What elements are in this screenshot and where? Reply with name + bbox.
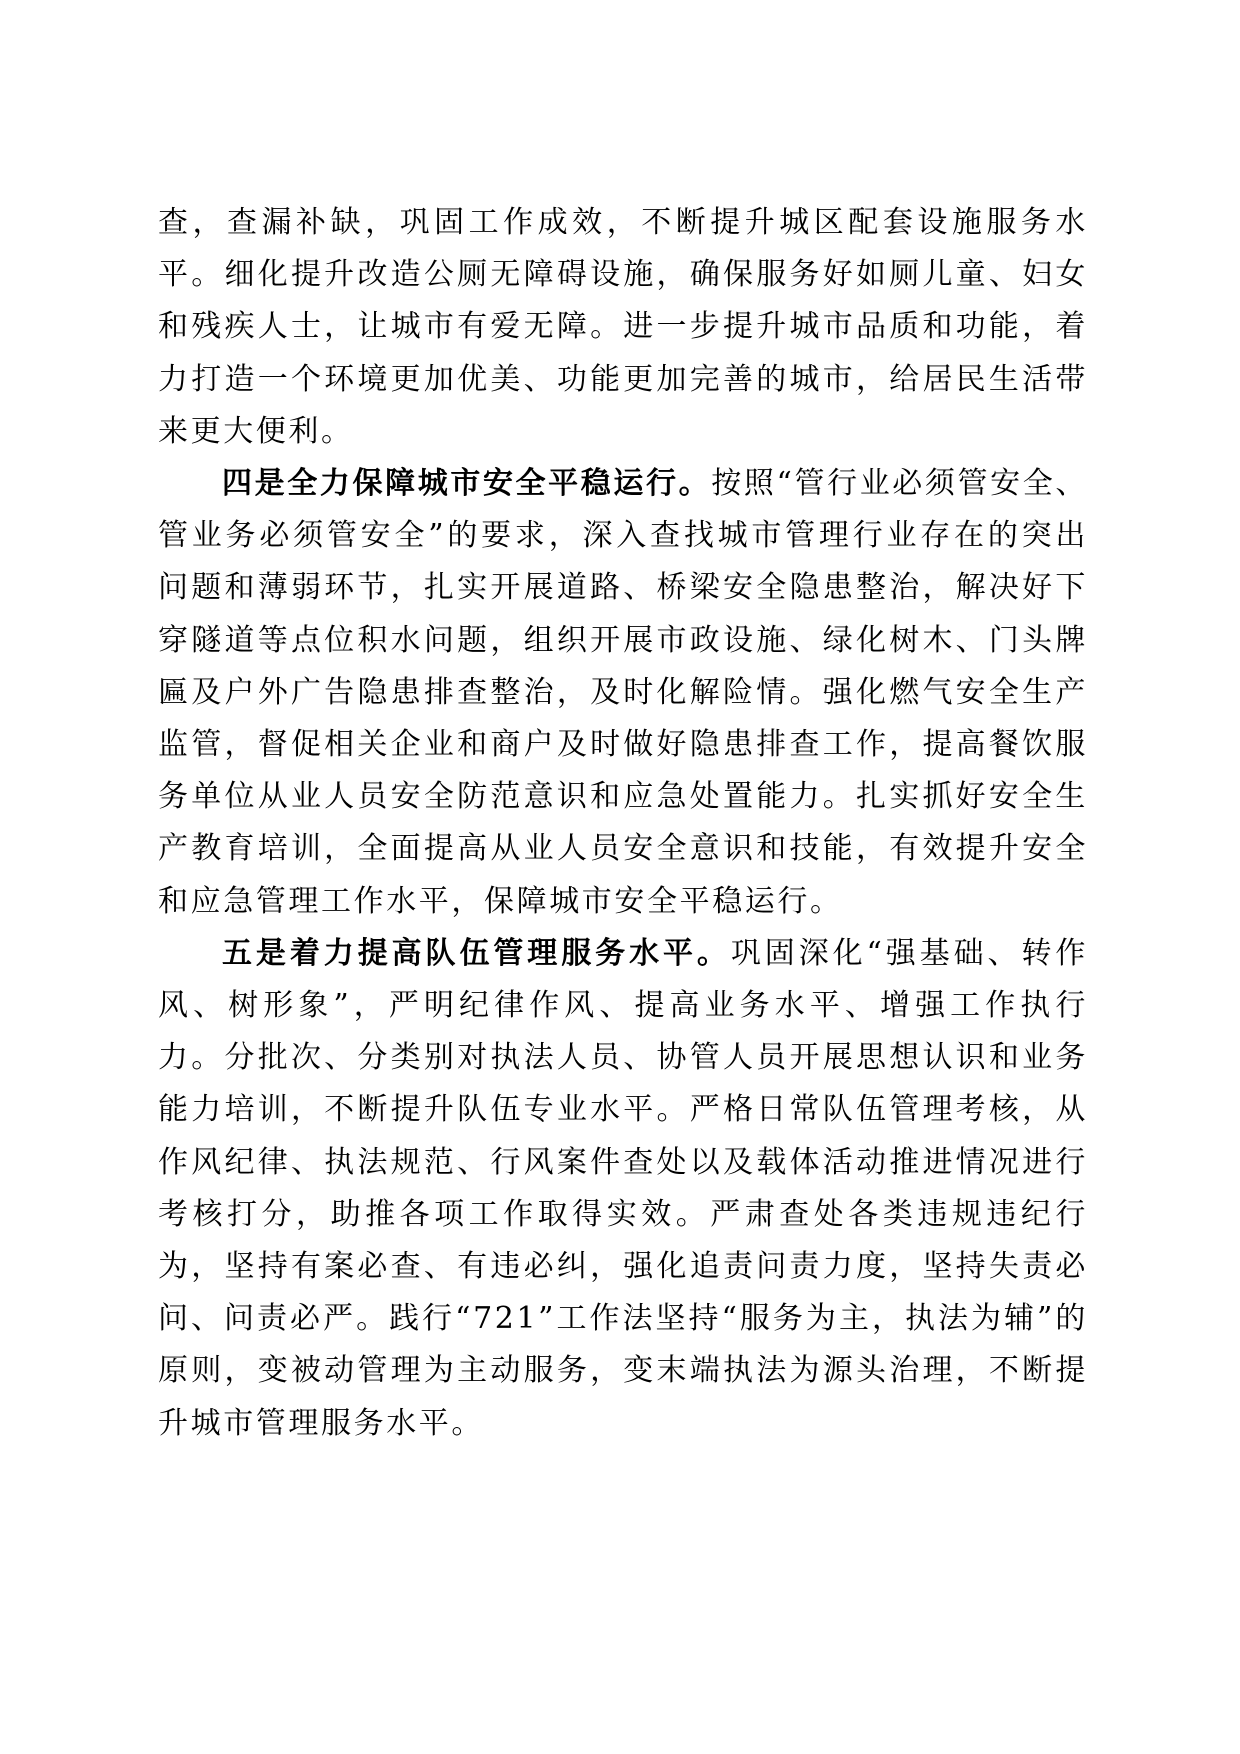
paragraph-continuation [158, 197, 1088, 458]
paragraph-team-management [158, 928, 1088, 1450]
paragraph-heading: 五是着力提高队伍管理服务水平。 [222, 935, 731, 971]
paragraph-text: 查，查漏补缺，巩固工作成效，不断提升城区配套设施服务水平。细化提升改造公厕无障碍设施，确保服务好如厕儿童、妇女和残疾人士，让城市有爱无障。进一步提升城市品质和功能，着力打造一个环境更加优美、功能更加完善的城市，给居民生活带来更大便利。 [158, 205, 1088, 449]
paragraph-heading: 四是全力保障城市安全平稳运行。 [222, 466, 712, 502]
paragraph-city-safety [158, 458, 1088, 928]
paragraph-text: 巩固深化“强基础、转作风、树形象”，严明纪律作风、提高业务水平、增强工作执行力。分批次、分类别对执法人员、协管人员开展思想认识和业务能力培训，不断提升队伍专业水平。严格日常队伍管理考核，从作风纪律、执法规范、行风案件查处以及载体活动推进情况进行考核打分，助推各项工作取得实效。严肃查处各类违规违纪行为，坚持有案必查、有违必纠，强化追责问责力度，坚持失责必问、问责必严。践行“721”工作法坚持“服务为主，执法为辅”的原则，变被动管理为主动服务，变末端执法为源头治理，不断提升城市管理服务水平。 [158, 935, 1089, 1441]
document-body [158, 197, 1088, 1450]
paragraph-text: 按照“管行业必须管安全、管业务必须管安全”的要求，深入查找城市管理行业存在的突出问题和薄弱环节，扎实开展道路、桥梁安全隐患整治，解决好下穿隧道等点位积水问题，组织开展市政设施、绿化树木、门头牌匾及户外广告隐患排查整治，及时化解险情。强化燃气安全生产监管，督促相关企业和商户及时做好隐患排查工作，提高餐饮服务单位从业人员安全防范意识和应急处置能力。扎实抓好安全生产教育培训，全面提高从业人员安全意识和技能，有效提升安全和应急管理工作水平，保障城市安全平稳运行。 [158, 466, 1088, 919]
